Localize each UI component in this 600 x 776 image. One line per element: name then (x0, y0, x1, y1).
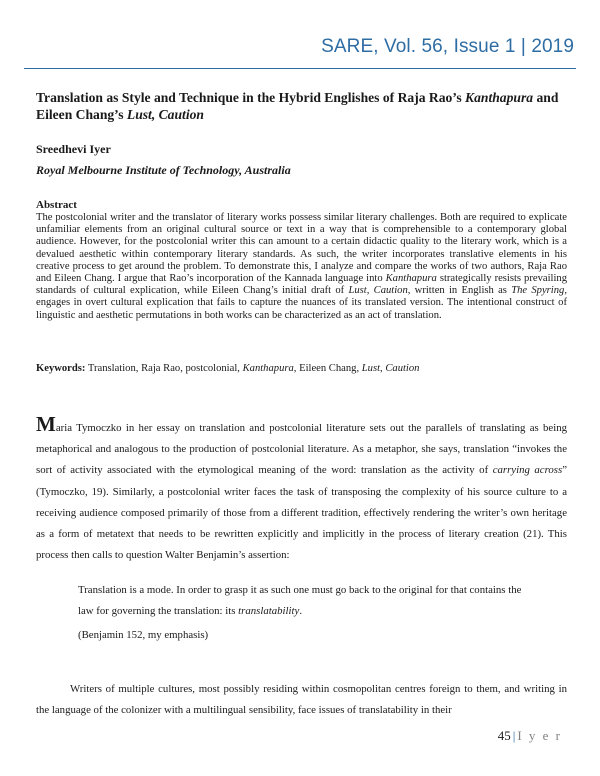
keywords-text: Translation, Raja Rao, postcolonial, (85, 363, 243, 374)
body-paragraph-1 (36, 412, 567, 566)
paragraph-text: ” (Tymoczko, 19). Similarly, a postcolonial writer faces the task of transposing the complexity of his source culture to a receiving audience composed primarily of those from a different tradition, effectively rendering the writer’s own heritage as a form of metatext that needs to be rewritten explicitly and implicitly in the process of literary creation (21). This process then calls to question Walter Benjamin’s assertion: (36, 464, 567, 562)
abstract-body (36, 212, 567, 322)
abstract-italic: Lust, Caution (348, 285, 408, 297)
quote-text: . (299, 605, 303, 618)
keywords-italic: Lust (361, 363, 381, 374)
title-text: Translation as Style and Technique in the Hybrid Englishes of Raja Rao’s (36, 90, 466, 105)
abstract-text: , engages in overt cultural explication that fails to capture the nuances of its translated version. The intentional construct of linguistic and aesthetic permutations in both works can be characterized as an act of translation. (36, 285, 567, 321)
body-paragraph-2: Writers of multiple cultures, most possibly residing within cosmopolitan centres foreign to them, and writing in the language of the colonizer with a multilingual sensibility, face issues of translatability in their (36, 683, 567, 717)
author-name: Sreedhevi Iyer (36, 142, 111, 156)
page-footer (498, 728, 562, 744)
keywords-italic: Kanthapura (242, 363, 294, 374)
page-number: 45 (497, 728, 511, 743)
drop-cap: M (36, 412, 56, 436)
abstract-italic: Kanthapura (385, 273, 437, 285)
paragraph-italic: carrying across (492, 464, 563, 477)
title-text: and Eileen Chang’s (36, 90, 559, 122)
article-title (36, 89, 570, 123)
block-quote (78, 580, 525, 622)
quote-italic: translatability (238, 605, 300, 618)
keywords (36, 363, 570, 374)
title-italic: Lust, Caution (126, 107, 204, 122)
footer-separator: | (512, 728, 516, 743)
footer-author: I y e r (517, 728, 562, 743)
quote-text: Translation is a mode. In order to grasp it as such one must go back to the original for that contains the law for governing the translation: its (78, 584, 522, 618)
title-italic: Kanthapura (465, 90, 534, 105)
journal-header: SARE, Vol. 56, Issue 1 | 2019 (321, 36, 574, 57)
abstract-text: strategically resists prevailing standards of cultural explication, while Eileen Chang’s initial draft of (36, 273, 567, 297)
keywords-text: , Eileen Chang, (293, 363, 362, 374)
keywords-label: Keywords: (36, 363, 86, 374)
header-rule (24, 68, 576, 69)
abstract-text: , written in English as (407, 285, 512, 297)
keywords-italic: Caution (385, 363, 420, 374)
keywords-text: , (380, 363, 386, 374)
abstract-heading: Abstract (36, 199, 77, 211)
author-affiliation: Royal Melbourne Institute of Technology, Australia (36, 163, 291, 177)
abstract-text: The postcolonial writer and the translator of literary works possess similar literary challenges. Both are required to explicate unfamiliar elements from an original cultural source or text in a way that is comprehensible to a contemporary global audience. However, for the postcolonial writer this can amount to a certain didactic quality to the literary work, which is a devalued aesthetic within contemporary literary standards. As such, the writer incorporates translative elements in his creative process to get around the problem. To demonstrate this, I analyze and compare the works of two authors, Raja Rao and Eileen Chang. I argue that Rao’s incorporation of the Kannada language into (36, 212, 567, 285)
paragraph-text: aria Tymoczko in her essay on translation and postcolonial literature sets out the parallels of translating as being metaphorical and analogous to the production of postcolonial literature. As a metaphor, she says, translation “invokes the sort of activity associated with the etymological meaning of the word: translation as the activity of (36, 422, 567, 477)
abstract-italic: The Spyring (511, 285, 565, 297)
quote-citation: (Benjamin 152, my emphasis) (78, 629, 209, 641)
